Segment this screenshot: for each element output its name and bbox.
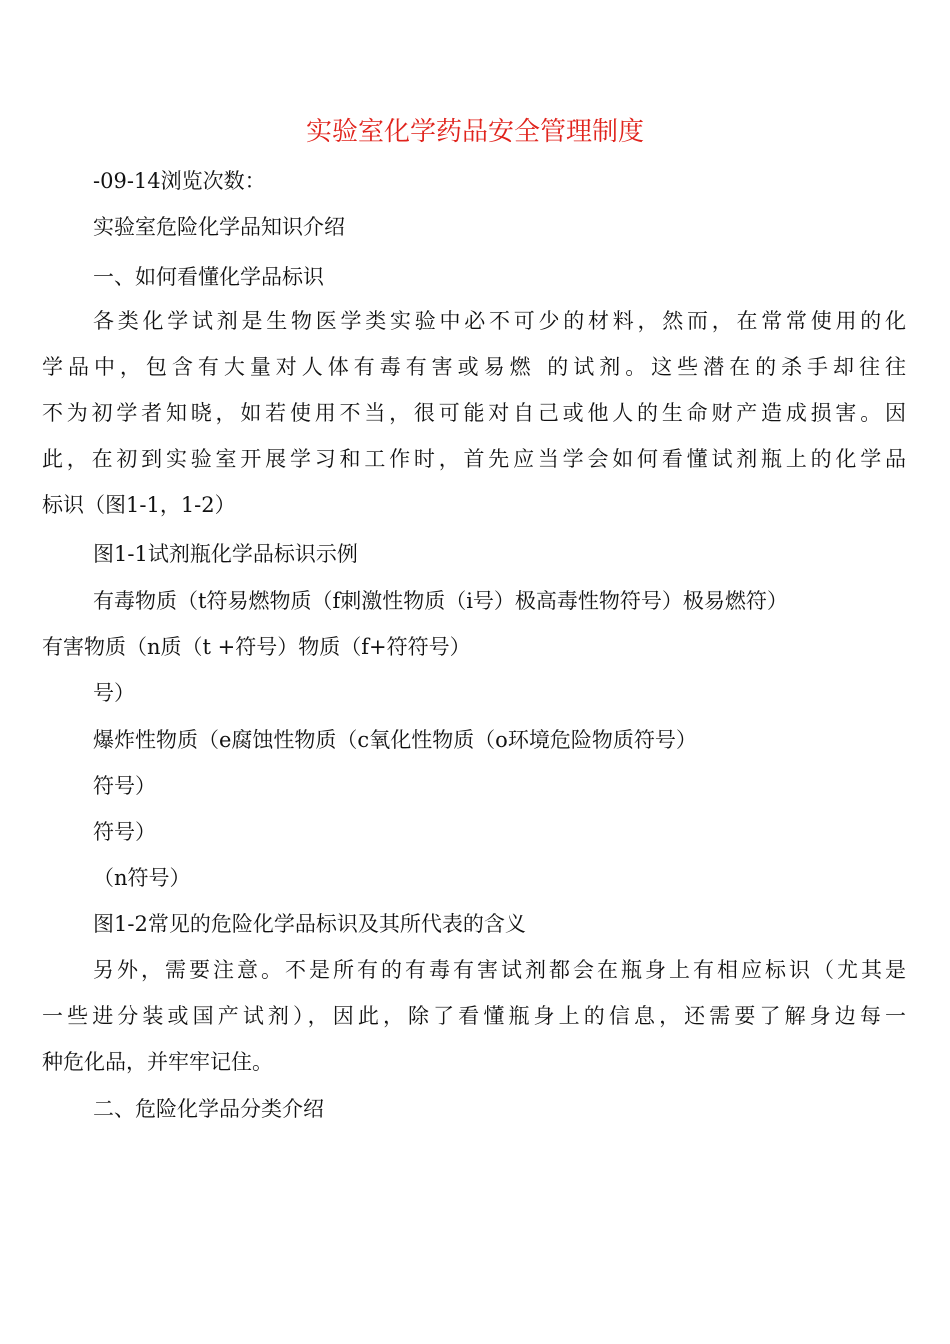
symbols-line-7: （n符号） (93, 866, 191, 890)
symbols-line-3: 号） (93, 681, 135, 705)
document-title: 实验室化学药品安全管理制度 (305, 117, 644, 147)
symbols-line-5: 符号） (93, 774, 156, 798)
paragraph-2-line-2: 一些进分装或国产试剂），因此，除了看懂瓶身上的信息，还需要了解身边每一 (42, 1004, 906, 1028)
meta-line: -09-14浏览次数： (93, 169, 266, 193)
symbols-line-2: 有害物质（n质（t +符号）物质（f+符符号） (42, 635, 471, 659)
paragraph-1-line-3: 不为初学者知晓，如若使用不当，很可能对自己或他人的生命财产造成损害。因 (42, 401, 906, 425)
paragraph-1-line-1: 各类化学试剂是生物医学类实验中必不可少的材料，然而，在常常使用的化 (93, 309, 906, 333)
symbols-line-1: 有毒物质（t符易燃物质（f刺激性物质（i号）极高毒性物符号）极易燃符） (93, 589, 788, 613)
paragraph-1-line-5: 标识（图1-1，1-2） (42, 493, 236, 517)
symbols-line-4: 爆炸性物质（e腐蚀性物质（c氧化性物质（o环境危险物质符号） (93, 728, 697, 752)
section-heading-2: 二、危险化学品分类介绍 (93, 1097, 324, 1121)
figure-2-caption: 图1-2常见的危险化学品标识及其所代表的含义 (93, 912, 526, 936)
paragraph-1-line-4: 此，在初到实验室开展学习和工作时，首先应当学会如何看懂试剂瓶上的化学品 (42, 447, 906, 471)
intro-heading: 实验室危险化学品知识介绍 (93, 215, 345, 239)
symbols-line-6: 符号） (93, 820, 156, 844)
paragraph-1-line-2: 学品中，包含有大量对人体有毒有害或易燃 的试剂。这些潜在的杀手却往往 (42, 355, 906, 379)
paragraph-2-line-3: 种危化品，并牢牢记住。 (42, 1050, 273, 1074)
figure-1-caption: 图1-1试剂瓶化学品标识示例 (93, 542, 358, 566)
section-heading-1: 一、如何看懂化学品标识 (93, 265, 324, 289)
paragraph-2-line-1: 另外，需要注意。不是所有的有毒有害试剂都会在瓶身上有相应标识（尤其是 (93, 958, 906, 982)
